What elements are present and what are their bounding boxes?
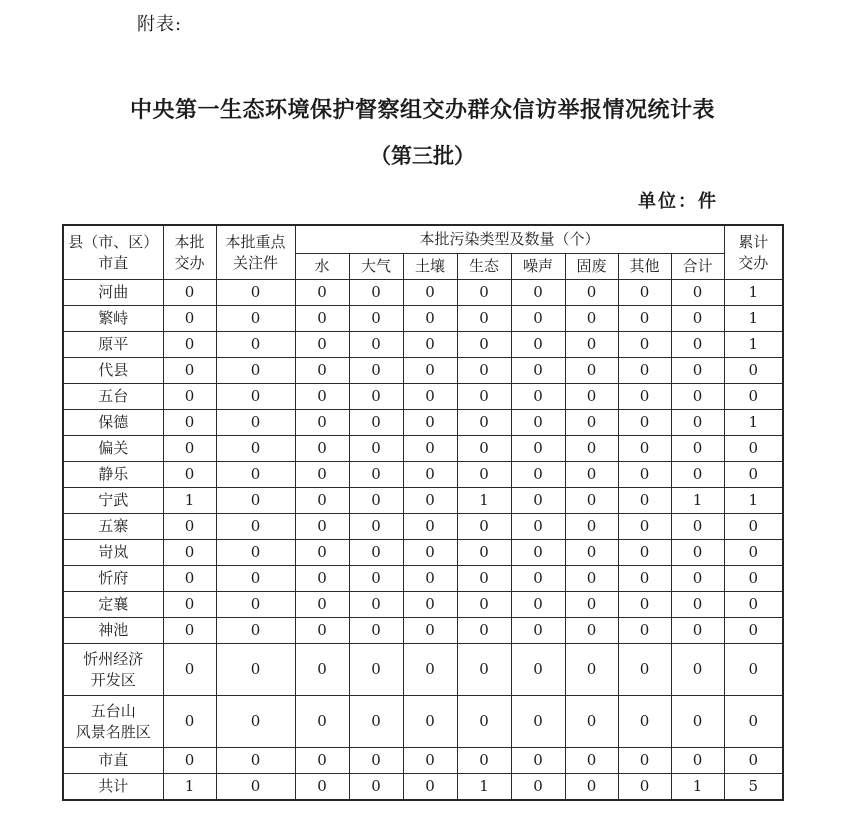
value-cell: 1: [724, 410, 783, 436]
value-cell: 0: [295, 618, 349, 644]
value-cell: 0: [565, 332, 618, 358]
value-cell: 0: [349, 566, 403, 592]
value-cell: 0: [618, 774, 671, 801]
value-cell: 0: [216, 774, 295, 801]
value-cell: 0: [724, 462, 783, 488]
pollution-type-header: 生态: [457, 254, 511, 280]
value-cell: 0: [724, 540, 783, 566]
value-cell: 0: [163, 384, 216, 410]
value-cell: 0: [163, 332, 216, 358]
value-cell: 0: [457, 618, 511, 644]
value-cell: 0: [349, 332, 403, 358]
value-cell: 0: [457, 306, 511, 332]
value-cell: 0: [403, 514, 457, 540]
value-cell: 0: [457, 436, 511, 462]
table-row: [63, 358, 783, 384]
value-cell: 0: [671, 618, 724, 644]
value-cell: 0: [403, 462, 457, 488]
value-cell: 0: [216, 644, 295, 696]
value-cell: 0: [163, 644, 216, 696]
value-cell: 0: [457, 358, 511, 384]
value-cell: 0: [511, 384, 565, 410]
value-cell: 0: [618, 540, 671, 566]
value-cell: 0: [618, 592, 671, 618]
value-cell: 0: [671, 696, 724, 748]
value-cell: 0: [295, 748, 349, 774]
value-cell: 0: [618, 410, 671, 436]
value-cell: 0: [511, 280, 565, 306]
value-cell: 0: [511, 566, 565, 592]
pollution-type-header: 水: [295, 254, 349, 280]
value-cell: 0: [216, 514, 295, 540]
value-cell: 0: [163, 540, 216, 566]
value-cell: 0: [163, 306, 216, 332]
region-cell: 市直: [63, 748, 163, 774]
value-cell: 0: [403, 436, 457, 462]
value-cell: 0: [295, 358, 349, 384]
region-cell: 共计: [63, 774, 163, 801]
value-cell: 0: [295, 436, 349, 462]
value-cell: 0: [671, 436, 724, 462]
value-cell: 0: [216, 436, 295, 462]
value-cell: 0: [618, 384, 671, 410]
value-cell: 0: [403, 410, 457, 436]
value-cell: 0: [511, 774, 565, 801]
value-cell: 0: [403, 566, 457, 592]
value-cell: 0: [403, 592, 457, 618]
value-cell: 0: [724, 566, 783, 592]
value-cell: 0: [565, 410, 618, 436]
value-cell: 0: [511, 644, 565, 696]
region-cell: 忻府: [63, 566, 163, 592]
value-cell: 0: [403, 618, 457, 644]
value-cell: 0: [295, 514, 349, 540]
value-cell: 0: [295, 540, 349, 566]
col-header-key-cases: 本批重点 关注件: [216, 225, 295, 280]
value-cell: 0: [457, 566, 511, 592]
col-header-batch-assigned: 本批 交办: [163, 225, 216, 280]
value-cell: 0: [216, 280, 295, 306]
region-cell: 保德: [63, 410, 163, 436]
value-cell: 0: [511, 748, 565, 774]
region-cell: 五寨: [63, 514, 163, 540]
value-cell: 0: [403, 540, 457, 566]
value-cell: 0: [565, 566, 618, 592]
value-cell: 0: [457, 592, 511, 618]
region-cell: 繁峙: [63, 306, 163, 332]
region-cell: 静乐: [63, 462, 163, 488]
value-cell: 0: [511, 306, 565, 332]
col-header-cumulative: 累计 交办: [724, 225, 783, 280]
value-cell: 0: [349, 488, 403, 514]
pollution-type-header: 噪声: [511, 254, 565, 280]
value-cell: 0: [724, 592, 783, 618]
value-cell: 0: [457, 332, 511, 358]
table-row: [63, 566, 783, 592]
value-cell: 0: [511, 540, 565, 566]
unit-label: 单位：件: [638, 191, 718, 212]
value-cell: 0: [295, 306, 349, 332]
value-cell: 0: [295, 566, 349, 592]
value-cell: 0: [671, 384, 724, 410]
value-cell: 0: [511, 696, 565, 748]
value-cell: 0: [295, 410, 349, 436]
value-cell: 0: [671, 514, 724, 540]
value-cell: 0: [295, 644, 349, 696]
value-cell: 0: [618, 748, 671, 774]
table-row: [63, 384, 783, 410]
value-cell: 0: [349, 592, 403, 618]
value-cell: 0: [216, 358, 295, 384]
value-cell: 0: [163, 280, 216, 306]
value-cell: 0: [403, 332, 457, 358]
value-cell: 0: [671, 462, 724, 488]
value-cell: 0: [618, 644, 671, 696]
value-cell: 0: [216, 410, 295, 436]
value-cell: 0: [349, 696, 403, 748]
value-cell: 0: [163, 358, 216, 384]
value-cell: 0: [565, 618, 618, 644]
value-cell: 0: [163, 566, 216, 592]
value-cell: 0: [618, 462, 671, 488]
pollution-type-header: 固废: [565, 254, 618, 280]
value-cell: 0: [724, 748, 783, 774]
value-cell: 0: [163, 514, 216, 540]
value-cell: 0: [618, 618, 671, 644]
value-cell: 0: [671, 540, 724, 566]
region-cell: 代县: [63, 358, 163, 384]
value-cell: 0: [671, 644, 724, 696]
value-cell: 0: [565, 306, 618, 332]
value-cell: 1: [724, 332, 783, 358]
region-cell: 河曲: [63, 280, 163, 306]
region-cell: 五台: [63, 384, 163, 410]
value-cell: 0: [511, 592, 565, 618]
value-cell: 0: [618, 488, 671, 514]
value-cell: 0: [565, 462, 618, 488]
pollution-type-header: 土壤: [403, 254, 457, 280]
value-cell: 0: [511, 332, 565, 358]
value-cell: 0: [724, 436, 783, 462]
header-row-1: [63, 225, 783, 254]
value-cell: 0: [671, 358, 724, 384]
value-cell: 0: [457, 696, 511, 748]
table-row: [63, 618, 783, 644]
table-row: [63, 514, 783, 540]
value-cell: 0: [565, 436, 618, 462]
value-cell: 0: [216, 592, 295, 618]
appendix-label: 附表:: [137, 14, 183, 35]
value-cell: 0: [457, 748, 511, 774]
value-cell: 0: [349, 514, 403, 540]
pollution-type-header: 其他: [618, 254, 671, 280]
value-cell: 0: [295, 592, 349, 618]
value-cell: 0: [216, 332, 295, 358]
value-cell: 0: [724, 384, 783, 410]
value-cell: 0: [724, 696, 783, 748]
value-cell: 0: [403, 748, 457, 774]
value-cell: 0: [618, 566, 671, 592]
statistics-table: [62, 224, 784, 801]
value-cell: 0: [403, 644, 457, 696]
table-row: [63, 592, 783, 618]
value-cell: 0: [349, 618, 403, 644]
value-cell: 0: [565, 384, 618, 410]
value-cell: 0: [295, 332, 349, 358]
region-cell: 宁武: [63, 488, 163, 514]
value-cell: 0: [216, 384, 295, 410]
value-cell: 0: [216, 748, 295, 774]
value-cell: 0: [349, 306, 403, 332]
value-cell: 0: [295, 462, 349, 488]
col-header-pollution-group: 本批污染类型及数量（个）: [295, 225, 724, 254]
value-cell: 0: [618, 332, 671, 358]
document-subtitle: （第三批）: [370, 143, 475, 168]
table-row: [63, 410, 783, 436]
value-cell: 0: [511, 488, 565, 514]
value-cell: 0: [216, 696, 295, 748]
value-cell: 0: [216, 540, 295, 566]
region-cell: 五台山 风景名胜区: [63, 696, 163, 748]
value-cell: 0: [163, 696, 216, 748]
value-cell: 0: [565, 358, 618, 384]
table-row: [63, 540, 783, 566]
pollution-type-header: 大气: [349, 254, 403, 280]
value-cell: 0: [511, 436, 565, 462]
value-cell: 0: [349, 280, 403, 306]
value-cell: 0: [724, 644, 783, 696]
value-cell: 0: [216, 462, 295, 488]
table-row: [63, 306, 783, 332]
col-header-region: 县（市、区） 市直: [63, 225, 163, 280]
value-cell: 0: [403, 696, 457, 748]
value-cell: 0: [295, 774, 349, 801]
value-cell: 0: [565, 488, 618, 514]
value-cell: 0: [163, 592, 216, 618]
value-cell: 0: [403, 774, 457, 801]
table-row: [63, 332, 783, 358]
value-cell: 0: [349, 410, 403, 436]
value-cell: 0: [511, 410, 565, 436]
value-cell: 1: [163, 488, 216, 514]
value-cell: 0: [403, 384, 457, 410]
value-cell: 0: [511, 358, 565, 384]
document-title: 中央第一生态环境保护督察组交办群众信访举报情况统计表: [129, 97, 715, 123]
region-cell: 偏关: [63, 436, 163, 462]
value-cell: 0: [618, 358, 671, 384]
table-row: [63, 488, 783, 514]
value-cell: 0: [295, 384, 349, 410]
table-row: [63, 462, 783, 488]
value-cell: 0: [565, 514, 618, 540]
value-cell: 0: [216, 488, 295, 514]
value-cell: 0: [216, 618, 295, 644]
value-cell: 0: [457, 384, 511, 410]
value-cell: 0: [565, 644, 618, 696]
value-cell: 0: [216, 566, 295, 592]
value-cell: 0: [457, 540, 511, 566]
value-cell: 0: [618, 436, 671, 462]
value-cell: 0: [671, 592, 724, 618]
value-cell: 0: [163, 748, 216, 774]
value-cell: 0: [403, 488, 457, 514]
value-cell: 0: [457, 462, 511, 488]
table-row: [63, 696, 783, 748]
value-cell: 1: [724, 488, 783, 514]
value-cell: 0: [403, 306, 457, 332]
table-row: [63, 436, 783, 462]
value-cell: 0: [216, 306, 295, 332]
value-cell: 0: [349, 462, 403, 488]
region-cell: 原平: [63, 332, 163, 358]
value-cell: 0: [457, 514, 511, 540]
region-cell: 定襄: [63, 592, 163, 618]
value-cell: 0: [349, 358, 403, 384]
value-cell: 1: [724, 280, 783, 306]
value-cell: 0: [163, 436, 216, 462]
value-cell: 1: [724, 306, 783, 332]
value-cell: 0: [457, 280, 511, 306]
value-cell: 1: [457, 774, 511, 801]
value-cell: 0: [163, 410, 216, 436]
value-cell: 1: [671, 774, 724, 801]
table-row: [63, 748, 783, 774]
value-cell: 1: [457, 488, 511, 514]
value-cell: 0: [565, 774, 618, 801]
value-cell: 0: [724, 514, 783, 540]
table-row: [63, 774, 783, 801]
table-row: [63, 644, 783, 696]
value-cell: 0: [671, 306, 724, 332]
region-cell: 岢岚: [63, 540, 163, 566]
value-cell: 0: [511, 618, 565, 644]
value-cell: 0: [565, 748, 618, 774]
value-cell: 0: [565, 280, 618, 306]
value-cell: 0: [349, 436, 403, 462]
region-cell: 神池: [63, 618, 163, 644]
value-cell: 0: [295, 280, 349, 306]
value-cell: 0: [724, 618, 783, 644]
value-cell: 0: [349, 540, 403, 566]
value-cell: 0: [671, 280, 724, 306]
value-cell: 0: [349, 774, 403, 801]
value-cell: 0: [618, 306, 671, 332]
value-cell: 0: [349, 644, 403, 696]
value-cell: 0: [163, 618, 216, 644]
value-cell: 0: [565, 592, 618, 618]
pollution-type-header: 合计: [671, 254, 724, 280]
value-cell: 0: [295, 488, 349, 514]
value-cell: 0: [403, 358, 457, 384]
value-cell: 0: [163, 462, 216, 488]
value-cell: 0: [457, 644, 511, 696]
value-cell: 0: [565, 540, 618, 566]
value-cell: 0: [724, 358, 783, 384]
value-cell: 0: [671, 748, 724, 774]
value-cell: 0: [511, 514, 565, 540]
value-cell: 0: [618, 280, 671, 306]
value-cell: 0: [565, 696, 618, 748]
value-cell: 0: [457, 410, 511, 436]
value-cell: 5: [724, 774, 783, 801]
value-cell: 1: [163, 774, 216, 801]
value-cell: 0: [295, 696, 349, 748]
value-cell: 0: [349, 748, 403, 774]
value-cell: 0: [511, 462, 565, 488]
value-cell: 0: [618, 696, 671, 748]
value-cell: 0: [349, 384, 403, 410]
value-cell: 0: [618, 514, 671, 540]
value-cell: 0: [671, 566, 724, 592]
value-cell: 0: [671, 332, 724, 358]
table-row: [63, 280, 783, 306]
value-cell: 0: [671, 410, 724, 436]
value-cell: 1: [671, 488, 724, 514]
value-cell: 0: [403, 280, 457, 306]
region-cell: 忻州经济 开发区: [63, 644, 163, 696]
